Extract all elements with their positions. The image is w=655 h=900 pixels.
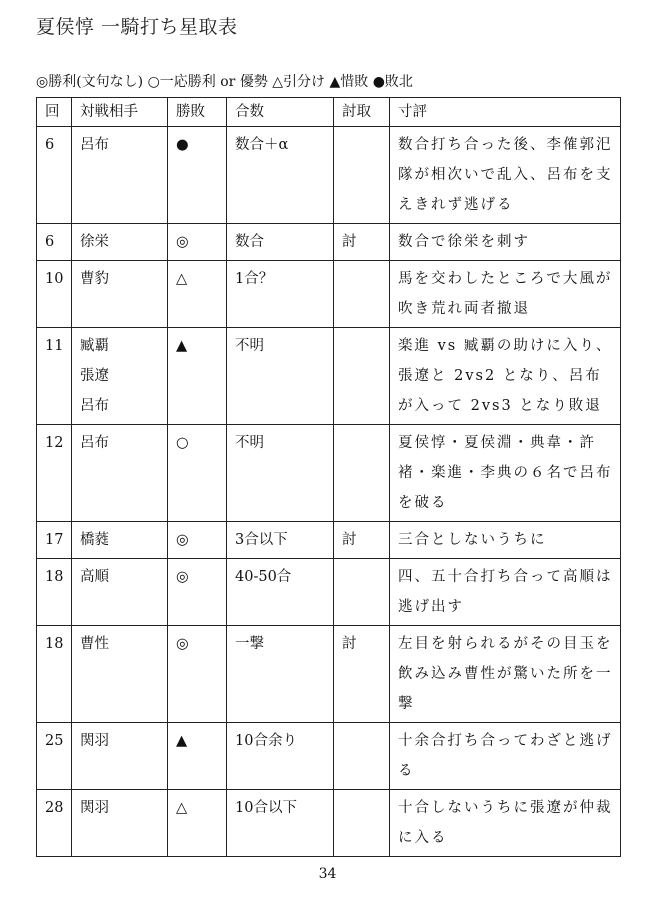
comment-cell: 馬を交わしたところで大風が吹き荒れ両者撤退 (390, 261, 621, 328)
result-cell: ◎ (168, 522, 227, 559)
table-row (37, 127, 621, 224)
opponent-name: 徐栄 (80, 234, 109, 250)
bouts-cell: 3合以下 (227, 522, 334, 559)
kill-cell: 討 (334, 626, 390, 723)
table-row (37, 425, 621, 522)
bouts-cell: 不明 (227, 328, 334, 425)
round-cell: 6 (37, 224, 72, 261)
opponent-cell (72, 328, 168, 425)
result-cell: ▲ (168, 328, 227, 425)
comment-cell: 三合としないうちに (390, 522, 621, 559)
kill-cell (334, 261, 390, 328)
bouts-cell: 10合余り (227, 723, 334, 790)
round-cell: 10 (37, 261, 72, 328)
round-cell: 18 (37, 559, 72, 626)
page-title: 夏侯惇 一騎打ち星取表 (36, 16, 238, 38)
round-cell: 12 (37, 425, 72, 522)
duel-record-table (36, 97, 621, 857)
kill-cell: 討 (334, 224, 390, 261)
table-row (37, 723, 621, 790)
round-cell: 17 (37, 522, 72, 559)
opponent-cell (72, 522, 168, 559)
bouts-cell: 不明 (227, 425, 334, 522)
header-round: 回 (37, 98, 72, 127)
kill-cell (334, 425, 390, 522)
kill-cell (334, 328, 390, 425)
comment-cell: 楽進 vs 臧覇の助けに入り、張遼と 2vs2 となり、呂布が入って 2vs3 となり敗退 (390, 328, 621, 425)
opponent-name: 曹豹 (80, 271, 109, 287)
result-legend: ◎勝利(文句なし) ○一応勝利 or 優勢 △引分け ▲惜敗 ●敗北 (36, 74, 413, 90)
comment-cell: 数合打ち合った後、李傕郭汜隊が相次いで乱入、呂布を支えきれず逃げる (390, 127, 621, 224)
header-bouts: 合数 (227, 98, 334, 127)
bouts-cell: 数合＋α (227, 127, 334, 224)
round-cell: 6 (37, 127, 72, 224)
result-cell: ▲ (168, 723, 227, 790)
kill-cell (334, 723, 390, 790)
opponent-cell (72, 723, 168, 790)
opponent-name: 張遼 (80, 368, 109, 384)
header-comment: 寸評 (390, 98, 621, 127)
opponent-cell (72, 626, 168, 723)
result-cell: ◎ (168, 224, 227, 261)
table-row (37, 522, 621, 559)
opponent-cell (72, 790, 168, 857)
opponent-cell (72, 559, 168, 626)
opponent-name: 関羽 (80, 733, 109, 749)
comment-cell: 十余合打ち合ってわざと逃げる (390, 723, 621, 790)
comment-cell: 夏侯惇・夏侯淵・典韋・許褚・楽進・李典の６名で呂布を破る (390, 425, 621, 522)
table-row (37, 261, 621, 328)
opponent-name: 臧覇 (80, 338, 109, 354)
opponent-cell (72, 224, 168, 261)
opponent-name: 呂布 (80, 435, 109, 451)
kill-cell (334, 790, 390, 857)
round-cell: 18 (37, 626, 72, 723)
opponent-name: 呂布 (80, 137, 109, 153)
header-kill: 討取 (334, 98, 390, 127)
bouts-cell: 10合以下 (227, 790, 334, 857)
bouts-cell: 40-50合 (227, 559, 334, 626)
comment-cell: 四、五十合打ち合って高順は逃げ出す (390, 559, 621, 626)
table-row (37, 626, 621, 723)
bouts-cell: 一撃 (227, 626, 334, 723)
round-cell: 28 (37, 790, 72, 857)
result-cell: △ (168, 261, 227, 328)
round-cell: 11 (37, 328, 72, 425)
result-cell: △ (168, 790, 227, 857)
table-row (37, 559, 621, 626)
result-cell: ○ (168, 425, 227, 522)
comment-cell: 十合しないうちに張遼が仲裁に入る (390, 790, 621, 857)
result-cell: ◎ (168, 626, 227, 723)
comment-cell: 数合で徐栄を刺す (390, 224, 621, 261)
table-row (37, 790, 621, 857)
kill-cell: 討 (334, 522, 390, 559)
table-row (37, 328, 621, 425)
opponent-name: 関羽 (80, 800, 109, 816)
bouts-cell: 数合 (227, 224, 334, 261)
opponent-cell (72, 127, 168, 224)
comment-cell: 左目を射られるがその目玉を飲み込み曹性が驚いた所を一撃 (390, 626, 621, 723)
table-row (37, 224, 621, 261)
table-header-row (37, 98, 621, 127)
opponent-name: 高順 (80, 569, 109, 585)
round-cell: 25 (37, 723, 72, 790)
kill-cell (334, 127, 390, 224)
opponent-cell (72, 261, 168, 328)
result-cell: ● (168, 127, 227, 224)
opponent-cell (72, 425, 168, 522)
opponent-name: 曹性 (80, 636, 109, 652)
result-cell: ◎ (168, 559, 227, 626)
header-result: 勝敗 (168, 98, 227, 127)
opponent-name: 橋蕤 (80, 532, 109, 548)
kill-cell (334, 559, 390, 626)
page-number: 34 (318, 866, 337, 882)
header-opponent: 対戦相手 (72, 98, 168, 127)
bouts-cell: 1合？ (227, 261, 334, 328)
opponent-name: 呂布 (80, 398, 109, 414)
